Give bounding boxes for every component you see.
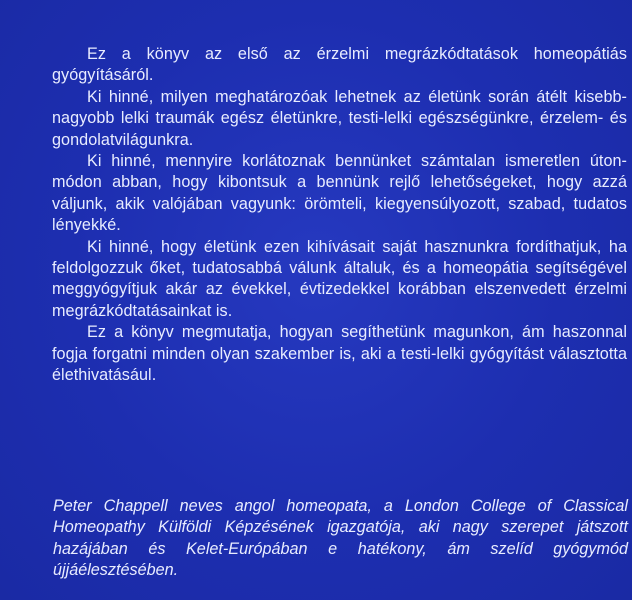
blurb-paragraph-3: Ki hinné, mennyire korlátoznak bennünket számtalan ismeretlen úton-módon abban, hogy kibontsuk a bennünk rejlő lehetőségeket, hogy azzá váljunk, akik valójában vagyunk: örömteli, kiegyensúlyozott, szabad, tudatos lényekké. [52, 152, 627, 235]
blurb-paragraph-1: Ez a könyv az első az érzelmi megrázkódtatások homeopátiás gyógyításáról. [52, 45, 627, 85]
blurb-paragraph-5: Ez a könyv megmutatja, hogyan segíthetünk magunkon, ám haszonnal fogja forgatni minden olyan szakember is, aki a testi-lelki gyógyítást választotta élethivatásául. [52, 323, 627, 385]
blurb-paragraph-2: Ki hinné, milyen meghatározóak lehetnek az életünk során átélt kisebb-nagyobb lelki traumák egész életünkre, testi-lelki egészségünkre, érzelem- és gondolatvilágunkra. [52, 87, 627, 149]
blurb-paragraph-4: Ki hinné, hogy életünk ezen kihívásait saját hasznunkra fordíthatjuk, ha feldolgozzuk őket, tudatosabbá válunk általuk, és a homeopátia segítségével meggyógyítjuk akár az évekkel, évtizedekkel korábban elszenvedett érzelmi megrázkódtatásainkat is. [52, 237, 627, 320]
blurb-text [52, 44, 627, 387]
author-bio-text: Peter Chappell neves angol homeopata, a London College of Classical Homeopathy Külföldi Képzésének igazgatója, aki nagy szerepet játszott hazájában és Kelet-Európában e hatékony, ám szelíd gyógymód újjáélesztésében. [53, 497, 628, 580]
author-bio [53, 496, 628, 582]
